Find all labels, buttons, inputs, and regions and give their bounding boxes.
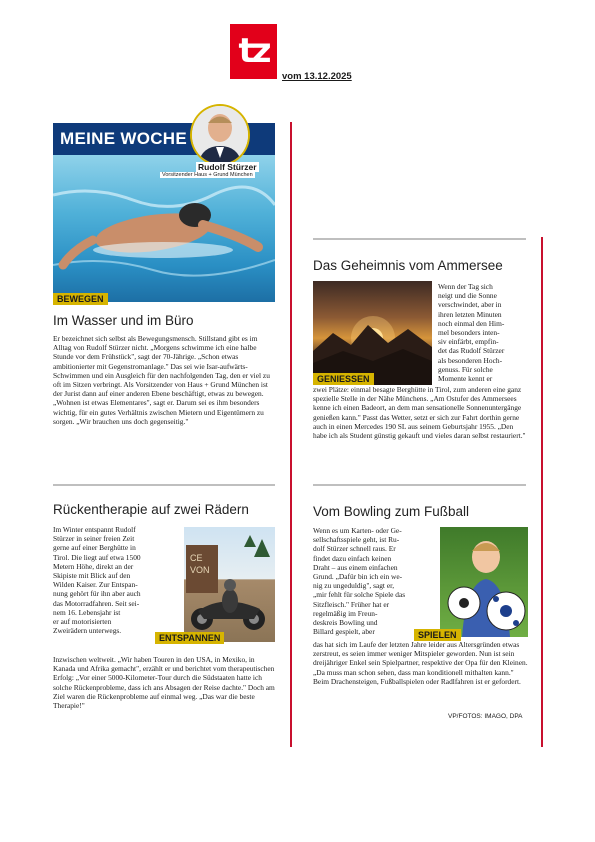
column-divider-left bbox=[290, 122, 292, 747]
text-line: Metern Höhe, direkt an der bbox=[53, 561, 134, 571]
text-line: er auf motorisierten bbox=[53, 617, 112, 627]
text-line: Sitzfleisch." Früher hat er bbox=[313, 599, 390, 609]
article-spielen-intro bbox=[313, 526, 437, 636]
separator-left bbox=[53, 484, 275, 486]
text-line: Momente kennt er bbox=[438, 374, 493, 384]
tag-entspannen: ENTSPANNEN bbox=[155, 632, 224, 644]
text-line: verschwindet, aber in bbox=[438, 300, 502, 310]
svg-text:VON: VON bbox=[190, 565, 210, 575]
separator-right-mid bbox=[313, 484, 526, 486]
article-spielen-body: das hat sich im Laufe der letzten Jahre leider aus Altersgründen etwas zerstreut, es seien immer weniger Mitspieler geworden. Nun ist sein dreijähriger Enkel sein Spielpartner, respektive der Opa für den Kleinen. „Da muss man schon sehen, dass man konditionell mithalten kann." Beim Drachensteigen, Fußballspielen oder Radlfahren ist er gefordert. bbox=[313, 640, 528, 686]
text-line: Billard gespielt, aber bbox=[313, 627, 375, 637]
text-line: neigt und die Sonne bbox=[438, 291, 497, 301]
text-line: sellschaftsspiele geht, ist Ru- bbox=[313, 535, 400, 545]
text-line: Zweirädern unterwegs. bbox=[53, 626, 122, 636]
text-line: regelmäßig im Freun- bbox=[313, 608, 378, 618]
article-bewegen-body: Er bezeichnet sich selbst als Bewegungsmensch. Stillstand gibt es im Alltag von Rudolf Stürzer nicht. „Morgens schwimme ich eine halbe Stunde vor dem Frühstück", sagt der 70-Jährige. „Schon etwas ambitionierter mit Gegenstromanlage." Das sei wie Isar-aufwärts-Schwimmen und ein Ausgleich für den nachfolgenden Tag, den er viel zu oft im Sitzen verbringt. Als Vorsitzender von Haus + Grund München ist der Jurist dann auf einer anderen Ebene beschäftigt, etwas zu bewegen. „Wohnen ist etwas Elementares", sagt er. Darum sei es ihm besonders wichtig, für ein gutes Verhältnis zwischen Mietern und Eigentümern zu sorgen. „Wir brauchen uns doch gegenseitig." bbox=[53, 334, 270, 426]
headline-ammersee: Das Geheimnis vom Ammersee bbox=[313, 258, 503, 273]
publication-date: vom 13.12.2025 bbox=[282, 71, 352, 82]
text-line: „mir fehlt für solche Spiele das bbox=[313, 590, 406, 600]
article-entspannen-intro bbox=[53, 525, 183, 635]
text-line: Stürzer in seiner freien Zeit bbox=[53, 534, 135, 544]
photo-credit: VP/FOTOS: IMAGO, DPA bbox=[448, 713, 523, 720]
text-line: Wilden Kaiser. Zur Entspan- bbox=[53, 580, 138, 590]
text-line: deskreis Bowling und bbox=[313, 618, 378, 628]
text-line: gerne auf einer Berghütte in bbox=[53, 543, 136, 553]
motorcycle-photo bbox=[184, 527, 275, 642]
text-line: findet dazu einfach keinen bbox=[313, 553, 392, 563]
banner-title: MEINE WOCHE bbox=[60, 129, 188, 148]
tag-geniessen: GENIESSEN bbox=[313, 373, 374, 385]
text-line: Draht – aus einem einfachen bbox=[313, 562, 398, 572]
separator-right-top bbox=[313, 238, 526, 240]
person-name: Rudolf Stürzer bbox=[198, 162, 257, 172]
text-line: dolf Stürzer schnell raus. Er bbox=[313, 544, 396, 554]
text-line: siv einfärbt, empfin- bbox=[438, 337, 499, 347]
text-line: das Motorradfahren. Seit sei- bbox=[53, 598, 140, 608]
headline-bowling: Vom Bowling zum Fußball bbox=[313, 504, 470, 519]
text-line: als besonderen Hoch- bbox=[438, 355, 503, 365]
text-line: det das Rudolf Stürzer bbox=[438, 346, 505, 356]
tag-spielen: SPIELEN bbox=[414, 629, 461, 641]
text-line: Im Winter entspannt Rudolf bbox=[53, 525, 136, 534]
text-line: nem 16. Lebensjahr ist bbox=[53, 607, 121, 617]
text-line: Wenn der Tag sich bbox=[438, 282, 493, 291]
text-line: noch einmal den Him- bbox=[438, 318, 505, 328]
text-line: mel besonders inten- bbox=[438, 328, 500, 338]
sunset-photo bbox=[313, 281, 432, 385]
person-role: Vorsitzender Haus + Grund München bbox=[162, 172, 253, 178]
text-line: Tirol. Die liegt auf etwa 1500 bbox=[53, 552, 141, 562]
text-line: Skipiste mit Blick auf den bbox=[53, 571, 131, 581]
text-line: nung gehört für ihn aber auch bbox=[53, 589, 141, 599]
football-child-photo bbox=[440, 527, 528, 637]
text-line: genuss. Für solche bbox=[438, 364, 493, 374]
article-entspannen-body: Inzwischen weltweit. „Wir haben Touren in den USA, in Mexiko, in Kanada und Afrika gemacht", erzählt er und berichtet vom therapeutischen Erfolg: „Vor einer 5000-Kilometer-Tour durch die Südstaaten hatte ich solche Rückenprobleme, dass ich ans Absagen der Reise dachte." Doch am Ziel waren die Rückenprobleme auf einmal weg. „Das war die beste Therapie!" bbox=[53, 655, 275, 711]
tz-logo: tz bbox=[230, 24, 277, 79]
headline-rueckentherapie: Rückentherapie auf zwei Rädern bbox=[53, 502, 249, 517]
svg-text:CE: CE bbox=[190, 553, 203, 563]
article-geniessen-intro bbox=[438, 282, 530, 383]
text-line: Wenn es um Karten- oder Ge- bbox=[313, 526, 402, 535]
headline-im-wasser: Im Wasser und im Büro bbox=[53, 313, 194, 328]
tag-bewegen: BEWEGEN bbox=[53, 293, 108, 305]
text-line: ihren letzten Minuten bbox=[438, 309, 502, 319]
column-divider-right bbox=[541, 237, 543, 747]
article-geniessen-body: zwei Plätze: einmal besagte Berghütte in Tirol, zum anderen eine ganz spezielle Stelle in der Nähe Münchens. „Am Ostufer des Ammersees kenne ich einen Badeort, an dem man sensationelle Sonnenuntergänge genießen kann." Passt das Wetter, setzt er sich zur Fahrt dorthin gerne auch in einen Mercedes 190 SL aus seinem Geburtsjahr 1955. „Den habe ich als Student günstig gekauft und vieles daran selbst restauriert." bbox=[313, 385, 526, 441]
text-line: Grund. „Dafür bin ich ein we- bbox=[313, 572, 403, 582]
text-line: nig zu ungeduldig", sagt er, bbox=[313, 581, 395, 591]
portrait-photo bbox=[190, 104, 250, 166]
